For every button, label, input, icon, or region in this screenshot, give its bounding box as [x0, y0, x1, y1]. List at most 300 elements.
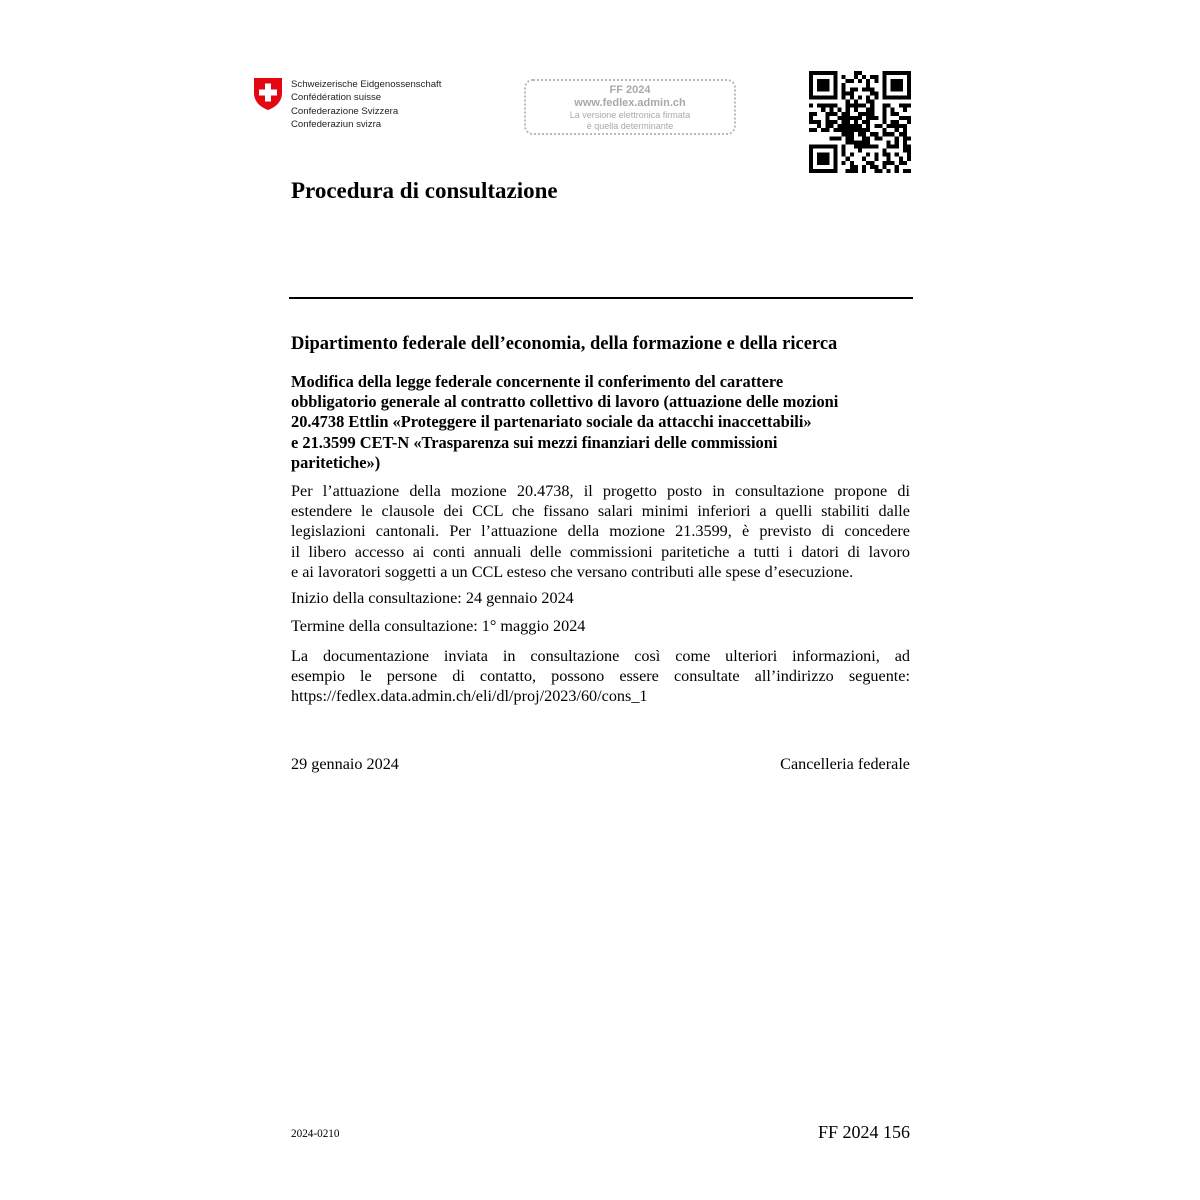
qr-module [882, 132, 886, 136]
qr-module [874, 124, 878, 128]
qr-module [825, 95, 829, 99]
qr-module [809, 87, 813, 91]
qr-module [874, 136, 878, 140]
qr-module [874, 144, 878, 148]
qr-module [833, 149, 837, 153]
qr-module [821, 83, 825, 87]
qr-module [838, 116, 842, 120]
qr-module [813, 71, 817, 75]
documentation-line: esempio le persone di contatto, possono essere consultate all’indirizzo seguente: [291, 667, 910, 686]
qr-module [907, 95, 911, 99]
qr-module [854, 140, 858, 144]
act-title-line: Modifica della legge federale concernente il conferimento del carattere [291, 372, 784, 391]
qr-module [882, 165, 886, 169]
qr-module [899, 71, 903, 75]
qr-module [817, 120, 821, 124]
qr-module [895, 128, 899, 132]
qr-module [817, 87, 821, 91]
summary-line: il libero accesso ai conti annuali delle commissioni paritetiche a tutti i datori di lavoro [291, 542, 910, 561]
qr-module [903, 124, 907, 128]
qr-module [854, 128, 858, 132]
qr-module [903, 144, 907, 148]
qr-module [809, 95, 813, 99]
qr-module [858, 132, 862, 136]
qr-module [862, 87, 866, 91]
stamp-reference: FF 2024 [609, 84, 651, 96]
qr-module [862, 169, 866, 173]
qr-module [858, 149, 862, 153]
document-title: Procedura di consultazione [291, 178, 558, 203]
qr-module [862, 140, 866, 144]
qr-module [903, 140, 907, 144]
qr-module [817, 144, 821, 148]
qr-module [842, 116, 846, 120]
department-heading: Dipartimento federale dell’economia, della formazione e della ricerca [291, 334, 838, 354]
qr-module [891, 161, 895, 165]
qr-module [870, 112, 874, 116]
qr-module [866, 112, 870, 116]
qr-module [862, 75, 866, 79]
qr-module [817, 169, 821, 173]
qr-module [903, 108, 907, 112]
qr-module [821, 157, 825, 161]
qr-module [854, 116, 858, 120]
qr-module [821, 108, 825, 112]
qr-module [833, 136, 837, 140]
qr-module [887, 124, 891, 128]
qr-module [858, 128, 862, 132]
qr-module [882, 79, 886, 83]
qr-module [866, 153, 870, 157]
qr-module [825, 83, 829, 87]
qr-module [895, 144, 899, 148]
qr-module [833, 83, 837, 87]
qr-module [854, 169, 858, 173]
qr-module [903, 161, 907, 165]
qr-module [838, 124, 842, 128]
summary-line: estendere le clausole dei CCL che fissano salari minimi inferiori a quelli stabiliti dalle [291, 502, 910, 521]
qr-module [833, 112, 837, 116]
qr-module [825, 71, 829, 75]
qr-module [874, 75, 878, 79]
qr-module [850, 161, 854, 165]
qr-module [842, 83, 846, 87]
qr-module [817, 95, 821, 99]
qr-module [821, 95, 825, 99]
qr-module [833, 161, 837, 165]
footer-code: 2024-0210 [291, 1128, 340, 1140]
qr-module [817, 161, 821, 165]
qr-module [866, 108, 870, 112]
qr-module [829, 95, 833, 99]
qr-module [846, 169, 850, 173]
qr-module [882, 95, 886, 99]
qr-module [817, 124, 821, 128]
act-title-line: e 21.3599 CET-N «Trasparenza sui mezzi finanziari delle commissioni [291, 432, 778, 452]
qr-module [866, 120, 870, 124]
qr-module [862, 165, 866, 169]
qr-module [903, 104, 907, 108]
qr-module [866, 124, 870, 128]
qr-module [809, 112, 813, 116]
qr-module [862, 128, 866, 132]
qr-module [882, 91, 886, 95]
qr-module [882, 120, 886, 124]
qr-module [907, 149, 911, 153]
qr-module [878, 136, 882, 140]
qr-module [809, 79, 813, 83]
qr-module [895, 79, 899, 83]
qr-module [882, 108, 886, 112]
qr-module [829, 71, 833, 75]
qr-module [854, 75, 858, 79]
qr-module [899, 95, 903, 99]
qr-module [850, 104, 854, 108]
qr-module [891, 83, 895, 87]
qr-module [887, 104, 891, 108]
qr-module [846, 79, 850, 83]
qr-module [829, 120, 833, 124]
qr-module [850, 132, 854, 136]
qr-module [899, 157, 903, 161]
summary-line: e ai lavoratori soggetti a un CCL esteso che versano contributi alle spese d’esecuzione. [291, 562, 854, 581]
qr-module [842, 132, 846, 136]
qr-module [882, 75, 886, 79]
qr-module [887, 169, 891, 173]
act-title-line: paritetiche») [291, 452, 381, 472]
qr-module [838, 136, 842, 140]
act-title-line: obbligatorio generale al contratto collettivo di lavoro (attuazione delle mozioni [291, 392, 839, 412]
qr-module [817, 79, 821, 83]
qr-module [809, 128, 813, 132]
qr-module [825, 161, 829, 165]
qr-module [846, 120, 850, 124]
qr-module [846, 104, 850, 108]
qr-module [850, 79, 854, 83]
qr-module [825, 87, 829, 91]
qr-module [825, 128, 829, 132]
qr-module [874, 132, 878, 136]
qr-module [895, 71, 899, 75]
qr-module [866, 144, 870, 148]
qr-module [870, 91, 874, 95]
qr-module [842, 144, 846, 148]
electronic-signature-stamp [524, 79, 736, 135]
qr-module [817, 157, 821, 161]
stamp-url[interactable]: www.fedlex.admin.ch [574, 97, 686, 109]
qr-module [895, 87, 899, 91]
qr-module [850, 136, 854, 140]
title-divider [289, 297, 913, 299]
consultation-end: Termine della consultazione: 1° maggio 2024 [291, 617, 586, 635]
act-title-line: 20.4738 Ettlin «Proteggere il partenariato sociale da attacchi inaccettabili» [291, 412, 812, 432]
qr-module [862, 144, 866, 148]
qr-module [842, 124, 846, 128]
qr-module [887, 132, 891, 136]
qr-module [813, 112, 817, 116]
qr-module [870, 108, 874, 112]
qr-module [878, 169, 882, 173]
qr-module [862, 136, 866, 140]
qr-module [825, 79, 829, 83]
qr-module [903, 132, 907, 136]
qr-module [829, 124, 833, 128]
qr-module [809, 165, 813, 169]
qr-module [874, 153, 878, 157]
qr-module [850, 91, 854, 95]
qr-module [899, 116, 903, 120]
qr-module [870, 75, 874, 79]
qr-module [846, 124, 850, 128]
qr-module [825, 120, 829, 124]
qr-module [891, 87, 895, 91]
qr-module [833, 75, 837, 79]
qr-module [813, 144, 817, 148]
qr-module [829, 169, 833, 173]
qr-module [809, 144, 813, 148]
qr-module [850, 169, 854, 173]
qr-module [825, 104, 829, 108]
qr-module [838, 108, 842, 112]
qr-module [891, 120, 895, 124]
qr-module [850, 165, 854, 169]
qr-module [817, 83, 821, 87]
qr-module [850, 116, 854, 120]
qr-module [899, 104, 903, 108]
qr-module [870, 116, 874, 120]
qr-module [866, 140, 870, 144]
qr-module [829, 136, 833, 140]
qr-module [907, 75, 911, 79]
qr-module [833, 71, 837, 75]
qr-module [833, 165, 837, 169]
qr-module [809, 157, 813, 161]
qr-module [833, 79, 837, 83]
qr-module [858, 95, 862, 99]
qr-module [813, 128, 817, 132]
qr-module [874, 91, 878, 95]
qr-module [870, 100, 874, 104]
qr-module [813, 169, 817, 173]
qr-module [846, 108, 850, 112]
qr-module [903, 128, 907, 132]
qr-module [866, 83, 870, 87]
qr-module [842, 112, 846, 116]
qr-module [817, 71, 821, 75]
qr-module [907, 120, 911, 124]
qr-module [842, 75, 846, 79]
qr-module [858, 71, 862, 75]
qr-module [833, 169, 837, 173]
federal-names [291, 78, 441, 131]
qr-module [858, 79, 862, 83]
qr-module [817, 104, 821, 108]
qr-module [899, 87, 903, 91]
qr-module [833, 95, 837, 99]
qr-module [821, 153, 825, 157]
qr-module [842, 87, 846, 91]
qr-module [891, 79, 895, 83]
qr-module [825, 144, 829, 148]
qr-module [903, 71, 907, 75]
qr-module [891, 132, 895, 136]
qr-module [866, 79, 870, 83]
qr-module [825, 112, 829, 116]
qr-module [846, 140, 850, 144]
qr-module [833, 153, 837, 157]
qr-module [907, 153, 911, 157]
qr-module [850, 95, 854, 99]
qr-module [829, 108, 833, 112]
qr-module [895, 120, 899, 124]
qr-module [846, 132, 850, 136]
qr-module [838, 128, 842, 132]
qr-module [854, 144, 858, 148]
qr-module [866, 161, 870, 165]
signature-date: 29 gennaio 2024 [291, 755, 399, 773]
qr-module [858, 124, 862, 128]
qr-module [829, 104, 833, 108]
qr-module [866, 95, 870, 99]
qr-module [862, 120, 866, 124]
qr-module [846, 112, 850, 116]
qr-module [809, 169, 813, 173]
qr-module [895, 136, 899, 140]
qr-module [870, 161, 874, 165]
qr-module [891, 108, 895, 112]
swiss-coat-of-arms-icon [253, 77, 283, 111]
qr-module [907, 136, 911, 140]
qr-module [907, 116, 911, 120]
qr-module [907, 79, 911, 83]
qr-module [862, 104, 866, 108]
qr-module [870, 165, 874, 169]
qr-module [846, 91, 850, 95]
qr-module [887, 161, 891, 165]
qr-module [809, 75, 813, 79]
qr-module [825, 116, 829, 120]
qr-module [842, 128, 846, 132]
qr-module [891, 112, 895, 116]
qr-module [854, 104, 858, 108]
qr-module [817, 153, 821, 157]
qr-module [833, 91, 837, 95]
qr-module [854, 165, 858, 169]
qr-module [842, 95, 846, 99]
qr-module [895, 95, 899, 99]
qr-module [874, 79, 878, 83]
qr-module [833, 120, 837, 124]
qr-module [882, 161, 886, 165]
qr-module [907, 71, 911, 75]
qr-module [833, 128, 837, 132]
qr-module [870, 144, 874, 148]
qr-module [829, 144, 833, 148]
qr-module [878, 124, 882, 128]
qr-module [882, 112, 886, 116]
qr-module [870, 132, 874, 136]
qr-module [854, 87, 858, 91]
federal-name-rm: Confederaziun svizra [291, 118, 382, 130]
federal-name-it: Confederazione Svizzera [291, 105, 399, 117]
qr-module [833, 144, 837, 148]
qr-module [899, 83, 903, 87]
qr-module [907, 91, 911, 95]
qr-module [809, 149, 813, 153]
qr-module [903, 116, 907, 120]
qr-module [809, 71, 813, 75]
qr-module [854, 120, 858, 124]
qr-module [907, 144, 911, 148]
footer-reference: FF 2024 156 [817, 1122, 910, 1142]
qr-module [854, 124, 858, 128]
documentation-link[interactable]: https://fedlex.data.admin.ch/eli/dl/proj/2023/60/cons_1 [291, 687, 648, 706]
qr-module [825, 124, 829, 128]
qr-module [842, 161, 846, 165]
qr-module [866, 136, 870, 140]
qr-module [891, 144, 895, 148]
qr-module [809, 116, 813, 120]
qr-module [899, 79, 903, 83]
qr-module [809, 161, 813, 165]
qr-module [891, 95, 895, 99]
qr-code-icon [809, 71, 911, 173]
qr-module [895, 165, 899, 169]
qr-module [825, 153, 829, 157]
qr-module [833, 87, 837, 91]
qr-module [874, 116, 878, 120]
qr-module [850, 124, 854, 128]
qr-module [846, 116, 850, 120]
qr-module [842, 149, 846, 153]
qr-module [809, 120, 813, 124]
qr-module [887, 95, 891, 99]
qr-module [899, 124, 903, 128]
qr-module [850, 128, 854, 132]
qr-module [821, 128, 825, 132]
federal-name-fr: Confédération suisse [291, 92, 382, 104]
qr-module [887, 140, 891, 144]
qr-module [866, 128, 870, 132]
federal-name-de: Schweizerische Eidgenossenschaft [291, 79, 442, 90]
qr-module [874, 157, 878, 161]
qr-module [882, 83, 886, 87]
qr-module [895, 169, 899, 173]
qr-module [882, 104, 886, 108]
qr-module [866, 87, 870, 91]
qr-module [907, 169, 911, 173]
qr-module [821, 144, 825, 148]
qr-module [891, 71, 895, 75]
qr-module [809, 104, 813, 108]
qr-module [895, 112, 899, 116]
qr-module [846, 100, 850, 104]
qr-module [899, 132, 903, 136]
qr-module [907, 104, 911, 108]
qr-module [874, 169, 878, 173]
signing-authority: Cancelleria federale [780, 755, 910, 773]
qr-module [821, 169, 825, 173]
qr-module [903, 136, 907, 140]
qr-module [854, 100, 858, 104]
qr-module [842, 91, 846, 95]
qr-module [903, 95, 907, 99]
qr-module [842, 120, 846, 124]
qr-module [903, 149, 907, 153]
qr-module [842, 153, 846, 157]
qr-module [825, 157, 829, 161]
qr-module [850, 153, 854, 157]
